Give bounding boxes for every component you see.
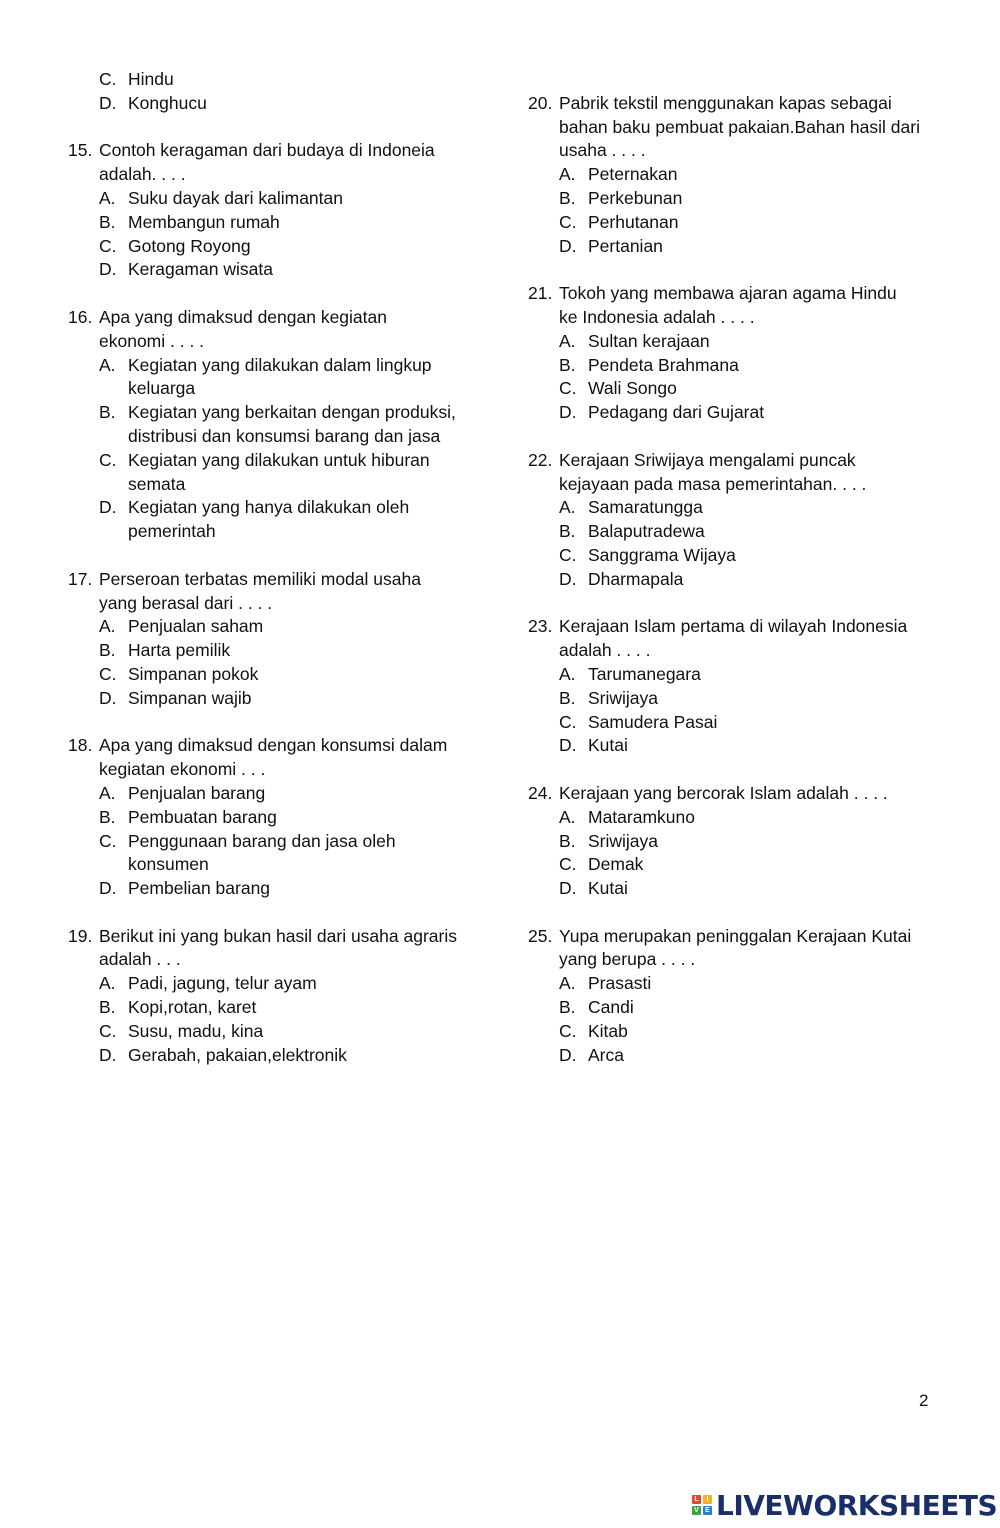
option-text: Dharmapala (588, 568, 684, 589)
answer-option (68, 1044, 488, 1068)
spacer (528, 758, 948, 782)
question-number: 22. (528, 449, 553, 470)
spacer (528, 901, 948, 925)
question-text: kegiatan ekonomi . . . (99, 759, 266, 780)
option-label: C. (559, 378, 577, 399)
option-text: Tarumanegara (588, 663, 701, 684)
question-line (68, 139, 488, 163)
option-text: Kitab (588, 1020, 628, 1041)
question-text: Berikut ini yang bukan hasil dari usaha agraris (99, 925, 457, 946)
spacer (68, 282, 488, 306)
option-text: Penjualan barang (128, 782, 266, 803)
question-text: adalah . . . (99, 949, 181, 970)
answer-option (528, 972, 948, 996)
option-text: Simpanan wajib (128, 687, 252, 708)
question-line (528, 449, 948, 473)
answer-option (528, 330, 948, 354)
question-number: 20. (528, 92, 553, 113)
option-text: Kutai (588, 878, 628, 899)
option-text: Membangun rumah (128, 211, 280, 232)
option-label: C. (559, 211, 577, 232)
question-line (68, 925, 488, 949)
question-number: 15. (68, 140, 93, 161)
option-label: D. (559, 568, 577, 589)
option-text: Pedagang dari Gujarat (588, 402, 765, 423)
answer-option (528, 734, 948, 758)
option-label: B. (559, 830, 576, 851)
answer-option (68, 68, 488, 92)
logo-tile-i: I (703, 1495, 712, 1504)
option-label: B. (99, 806, 116, 827)
question-text: Apa yang dimaksud dengan kegiatan (99, 306, 387, 327)
logo-grid-icon (692, 1495, 712, 1515)
option-text: Prasasti (588, 973, 652, 994)
spacer (68, 116, 488, 140)
option-label: C. (99, 1020, 117, 1041)
option-label: B. (99, 640, 116, 661)
option-label: A. (559, 330, 576, 351)
question-number: 17. (68, 568, 93, 589)
spacer (528, 592, 948, 616)
option-label: B. (99, 997, 116, 1018)
answer-option (528, 877, 948, 901)
option-text: Gotong Royong (128, 235, 251, 256)
question-text: Kerajaan yang bercorak Islam adalah . . . . (559, 782, 888, 803)
answer-option (528, 187, 948, 211)
question-number: 25. (528, 925, 553, 946)
answer-option (68, 211, 488, 235)
option-text: Balaputradewa (588, 521, 705, 542)
option-label: D. (559, 735, 577, 756)
option-label: B. (559, 997, 576, 1018)
spacer (528, 68, 948, 92)
brand-name: LIVEWORKSHEETS (716, 1488, 998, 1522)
answer-option (68, 877, 488, 901)
option-text: Sanggrama Wijaya (588, 544, 736, 565)
option-label: D. (99, 497, 117, 518)
question-text: bahan baku pembuat pakaian.Bahan hasil dari (559, 116, 920, 137)
option-text: Hindu (128, 69, 174, 89)
answer-option (68, 449, 488, 473)
answer-option (528, 211, 948, 235)
question-line (528, 615, 948, 639)
question-text-continued (68, 592, 488, 616)
option-text: Suku dayak dari kalimantan (128, 187, 343, 208)
logo-tile-l: L (692, 1495, 701, 1504)
answer-option (68, 663, 488, 687)
option-text: Pembuatan barang (128, 806, 277, 827)
answer-option (528, 568, 948, 592)
option-label: C. (559, 854, 577, 875)
logo-tile-e: E (703, 1506, 712, 1515)
right-column (528, 68, 948, 1067)
option-label: D. (559, 402, 577, 423)
option-label: A. (99, 973, 116, 994)
answer-option-continued (68, 473, 488, 497)
option-text: Kutai (588, 735, 628, 756)
option-text: semata (128, 473, 186, 494)
spacer (68, 544, 488, 568)
question-text: Perseroan terbatas memiliki modal usaha (99, 568, 421, 589)
answer-option (528, 806, 948, 830)
answer-option (528, 687, 948, 711)
option-text: Samudera Pasai (588, 711, 718, 732)
option-label: B. (99, 402, 116, 423)
option-label: D. (99, 878, 117, 899)
option-text: Candi (588, 997, 634, 1018)
spacer (528, 425, 948, 449)
answer-option (528, 401, 948, 425)
question-text-continued (68, 163, 488, 187)
question-text: usaha . . . . (559, 140, 646, 161)
question-text-continued (528, 473, 948, 497)
question-line (68, 306, 488, 330)
option-text: Kegiatan yang berkaitan dengan produksi, (128, 402, 456, 423)
answer-option (528, 544, 948, 568)
option-text: Wali Songo (588, 378, 677, 399)
option-text: Padi, jagung, telur ayam (128, 973, 317, 994)
option-label: B. (559, 354, 576, 375)
option-label: C. (99, 69, 117, 89)
option-label: B. (559, 521, 576, 542)
question-text-continued (528, 948, 948, 972)
option-text: Simpanan pokok (128, 663, 259, 684)
option-label: C. (99, 235, 117, 256)
option-text: pemerintah (128, 521, 216, 542)
answer-option (68, 1020, 488, 1044)
spacer (68, 901, 488, 925)
question-text: Yupa merupakan peninggalan Kerajaan Kutai (559, 925, 912, 946)
option-text: Arca (588, 1044, 624, 1065)
option-text: Perhutanan (588, 211, 679, 232)
answer-option (528, 663, 948, 687)
question-text: Apa yang dimaksud dengan konsumsi dalam (99, 735, 448, 756)
answer-option-continued (68, 425, 488, 449)
question-text-continued (528, 639, 948, 663)
question-number: 24. (528, 782, 553, 803)
question-line (528, 925, 948, 949)
option-text: konsumen (128, 854, 209, 875)
answer-option (528, 520, 948, 544)
question-text: Tokoh yang membawa ajaran agama Hindu (559, 283, 897, 304)
page-number: 2 (919, 1391, 929, 1410)
answer-option (528, 830, 948, 854)
option-label: D. (99, 259, 117, 280)
answer-option (68, 235, 488, 259)
option-label: C. (99, 830, 117, 851)
option-text: Penggunaan barang dan jasa oleh (128, 830, 396, 851)
option-text: Susu, madu, kina (128, 1020, 264, 1041)
question-text: adalah . . . . (559, 640, 651, 661)
question-text: Kerajaan Islam pertama di wilayah Indonesia (559, 616, 908, 637)
answer-option (528, 1044, 948, 1068)
spacer (528, 258, 948, 282)
option-text: Sriwijaya (588, 687, 659, 708)
option-label: A. (99, 782, 116, 803)
spacer (68, 711, 488, 735)
option-text: Kopi,rotan, karet (128, 997, 257, 1018)
option-text: Kegiatan yang dilakukan dalam lingkup (128, 354, 432, 375)
logo-tile-v: V (692, 1506, 701, 1515)
question-text: Kerajaan Sriwijaya mengalami puncak (559, 449, 856, 470)
option-label: B. (99, 211, 116, 232)
question-text-continued (528, 116, 948, 140)
answer-option (528, 377, 948, 401)
question-number: 18. (68, 735, 93, 756)
answer-option (68, 401, 488, 425)
option-label: C. (559, 1020, 577, 1041)
answer-option (68, 92, 488, 116)
answer-option (528, 235, 948, 259)
option-text: Pendeta Brahmana (588, 354, 739, 375)
liveworksheets-logo[interactable] (692, 1487, 997, 1523)
option-text: Kegiatan yang dilakukan untuk hiburan (128, 449, 430, 470)
answer-option (528, 496, 948, 520)
question-text: ekonomi . . . . (99, 330, 205, 351)
option-label: A. (559, 164, 576, 185)
option-label: A. (559, 497, 576, 518)
question-text-continued (68, 948, 488, 972)
left-column (68, 68, 488, 1067)
answer-option (68, 806, 488, 830)
question-line (528, 782, 948, 806)
question-text: ke Indonesia adalah . . . . (559, 306, 755, 327)
option-text: Konghucu (128, 92, 207, 113)
option-label: A. (99, 354, 116, 375)
option-text: Perkebunan (588, 187, 683, 208)
option-label: C. (559, 711, 577, 732)
option-label: D. (99, 1044, 117, 1065)
question-text-continued (68, 330, 488, 354)
question-text-continued (528, 139, 948, 163)
question-text: yang berasal dari . . . . (99, 592, 273, 613)
option-label: D. (99, 687, 117, 708)
question-text: Pabrik tekstil menggunakan kapas sebagai (559, 92, 892, 113)
answer-option (68, 496, 488, 520)
question-line (68, 568, 488, 592)
question-number: 16. (68, 306, 93, 327)
option-text: Demak (588, 854, 644, 875)
answer-option (68, 615, 488, 639)
answer-option (68, 830, 488, 854)
question-text: yang berupa . . . . (559, 949, 696, 970)
option-text: Keragaman wisata (128, 259, 273, 280)
answer-option (68, 782, 488, 806)
question-text-continued (528, 306, 948, 330)
answer-option (68, 687, 488, 711)
question-line (528, 92, 948, 116)
answer-option (528, 853, 948, 877)
question-number: 21. (528, 283, 553, 304)
answer-option-continued (68, 377, 488, 401)
answer-option (68, 639, 488, 663)
question-number: 19. (68, 925, 93, 946)
option-label: A. (559, 663, 576, 684)
answer-option (68, 354, 488, 378)
option-label: D. (559, 1044, 577, 1065)
question-text: Contoh keragaman dari budaya di Indoneia (99, 140, 435, 161)
question-text: kejayaan pada masa pemerintahan. . . . (559, 473, 867, 494)
option-text: Kegiatan yang hanya dilakukan oleh (128, 497, 410, 518)
answer-option-continued (68, 853, 488, 877)
question-text: adalah. . . . (99, 164, 186, 185)
option-label: A. (99, 187, 116, 208)
question-line (528, 282, 948, 306)
question-number: 23. (528, 616, 553, 637)
answer-option (528, 996, 948, 1020)
option-text: Gerabah, pakaian,elektronik (128, 1044, 347, 1065)
option-label: B. (559, 687, 576, 708)
option-text: Sriwijaya (588, 830, 659, 851)
option-text: Pertanian (588, 235, 663, 256)
answer-option (68, 187, 488, 211)
question-text-continued (68, 758, 488, 782)
option-text: Samaratungga (588, 497, 703, 518)
option-label: C. (99, 663, 117, 684)
answer-option (528, 163, 948, 187)
option-text: keluarga (128, 378, 196, 399)
option-label: A. (99, 616, 116, 637)
option-label: C. (559, 544, 577, 565)
option-label: D. (99, 92, 117, 113)
answer-option-continued (68, 520, 488, 544)
answer-option (528, 1020, 948, 1044)
option-label: B. (559, 187, 576, 208)
answer-option (68, 972, 488, 996)
answer-option (68, 258, 488, 282)
option-text: Mataramkuno (588, 806, 695, 827)
option-text: distribusi dan konsumsi barang dan jasa (128, 425, 441, 446)
option-label: A. (559, 806, 576, 827)
option-text: Harta pemilik (128, 640, 231, 661)
option-text: Peternakan (588, 164, 678, 185)
answer-option (68, 996, 488, 1020)
option-label: C. (99, 449, 117, 470)
option-text: Pembelian barang (128, 878, 271, 899)
option-text: Sultan kerajaan (588, 330, 710, 351)
option-label: A. (559, 973, 576, 994)
answer-option (528, 711, 948, 735)
option-label: D. (559, 235, 577, 256)
option-label: D. (559, 878, 577, 899)
option-text: Penjualan saham (128, 616, 264, 637)
question-line (68, 734, 488, 758)
answer-option (528, 354, 948, 378)
